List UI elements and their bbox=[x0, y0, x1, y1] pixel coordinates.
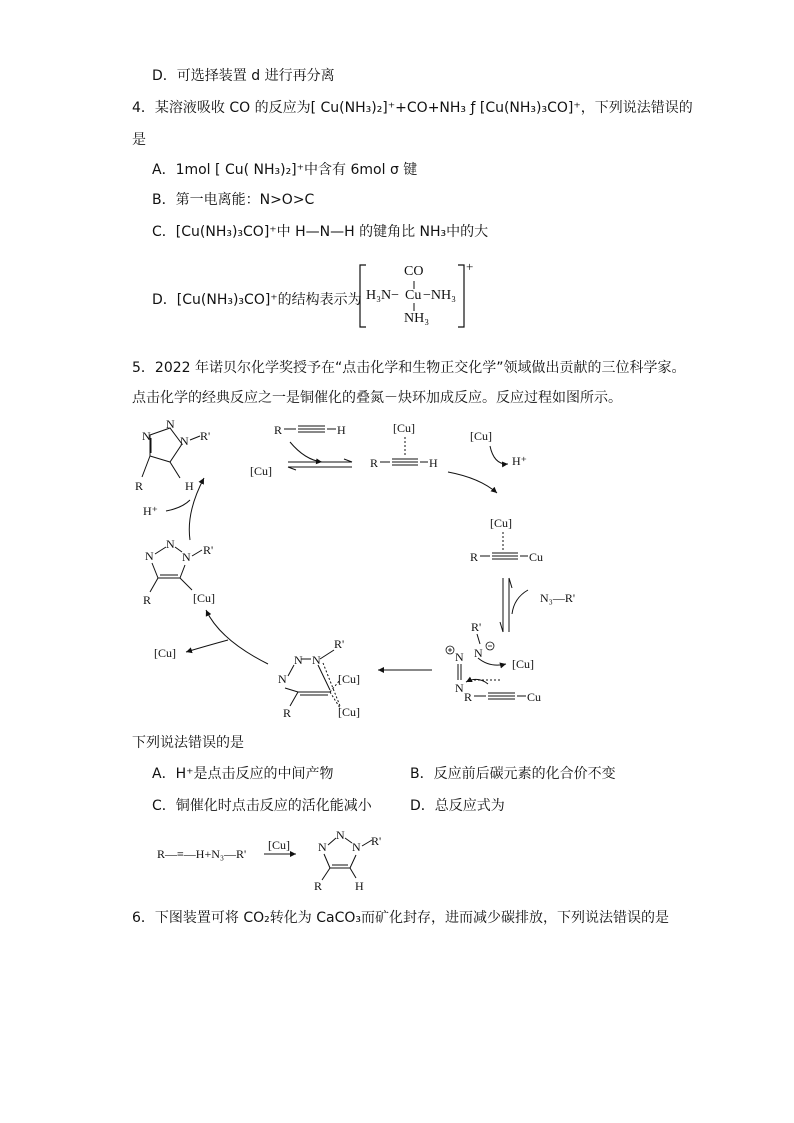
pi-complex bbox=[370, 421, 438, 470]
complex-top-co: CO bbox=[404, 264, 424, 279]
azide-complex-n3: N bbox=[455, 681, 464, 695]
alkyne-h: H bbox=[337, 423, 346, 437]
cutri-n1: N bbox=[145, 549, 154, 563]
copper-triazolide bbox=[143, 537, 215, 607]
overall-n2: N bbox=[336, 828, 345, 842]
azide-complex-cu: Cu bbox=[527, 690, 542, 704]
pi-r: R bbox=[370, 456, 379, 470]
acetylide-r: R bbox=[470, 550, 479, 564]
q4-option-b: B．第一电离能：N>O>C bbox=[152, 192, 315, 208]
alkyne-top bbox=[274, 423, 346, 437]
alkyne-r: R bbox=[274, 423, 283, 437]
dicopper-cu1: [Cu] bbox=[338, 672, 360, 686]
triazole-product bbox=[135, 417, 210, 493]
h-plus-in: H⁺ bbox=[143, 504, 158, 518]
dicopper-n1: N bbox=[278, 672, 287, 686]
azide-complex bbox=[446, 620, 541, 704]
triazole-n1: N bbox=[142, 429, 151, 443]
dicopper-n3: N bbox=[312, 653, 321, 667]
h-plus-out: H⁺ bbox=[512, 454, 527, 468]
complex-right-nh3: −NH₃ bbox=[423, 288, 456, 303]
overall-rprime: R' bbox=[371, 834, 382, 848]
acetylide-cu: Cu bbox=[529, 550, 544, 564]
overall-n3: N bbox=[352, 840, 361, 854]
q5-question: 下列说法错误的是 bbox=[132, 735, 244, 751]
complex-charge: + bbox=[466, 259, 474, 274]
complex-bottom-nh3: NH₃ bbox=[404, 311, 430, 326]
azide-complex-n1: N bbox=[474, 646, 483, 660]
azide-complex-n2: N bbox=[455, 650, 464, 664]
overall-reactants: R—≡—H+N₃—R' bbox=[157, 847, 247, 861]
overall-h: H bbox=[355, 879, 364, 893]
overall-r: R bbox=[314, 879, 323, 893]
q5-option-c: C．铜催化时点击反应的活化能减小 bbox=[152, 798, 372, 814]
azide-complex-cu-out: [Cu] bbox=[512, 657, 534, 671]
pi-h: H bbox=[429, 456, 438, 470]
q4-stem-line2: 是 bbox=[132, 132, 146, 148]
triazole-n3: N bbox=[180, 434, 189, 448]
azide-complex-rprime: R' bbox=[471, 620, 482, 634]
dicopper-intermediate bbox=[278, 637, 360, 720]
q4-option-a: A．1mol [ Cu( NH₃)₂]⁺中含有 6mol σ 键 bbox=[152, 162, 418, 178]
cu-catalyst-label: [Cu] bbox=[250, 464, 272, 478]
complex-left-nh3: H₃N− bbox=[366, 288, 399, 303]
q4-stem-line1: 4．某溶液吸收 CO 的反应为[ Cu(NH₃)₂]⁺+CO+NH₃ ƒ [Cu(NH₃)₃CO]⁺，下列说法错误的 bbox=[132, 100, 693, 116]
cu-in-label: [Cu] bbox=[470, 429, 492, 443]
cutri-rprime: R' bbox=[203, 543, 214, 557]
dicopper-cu2: [Cu] bbox=[338, 705, 360, 719]
q5-option-d: D．总反应式为 bbox=[410, 798, 505, 814]
overall-reaction bbox=[157, 828, 381, 893]
complex-center-cu: Cu bbox=[405, 288, 422, 303]
triazole-n2: N bbox=[166, 417, 175, 431]
triazole-rprime: R' bbox=[200, 429, 211, 443]
q4-option-d: D．[Cu(NH₃)₃CO]⁺的结构表示为 bbox=[152, 292, 362, 308]
pi-cu-label: [Cu] bbox=[393, 421, 415, 435]
dicopper-r: R bbox=[283, 706, 292, 720]
q4-option-c: C．[Cu(NH₃)₃CO]⁺中 H—N—H 的键角比 NH₃中的大 bbox=[152, 224, 489, 240]
azide-label: N₃—R' bbox=[540, 591, 576, 605]
cutri-cu: [Cu] bbox=[193, 591, 215, 605]
acetylide-cu-label: [Cu] bbox=[490, 516, 512, 530]
q5-option-a: A．H⁺是点击反应的中间产物 bbox=[152, 766, 334, 782]
triazole-r: R bbox=[135, 479, 144, 493]
q6-stem: 6．下图装置可将 CO₂转化为 CaCO₃而矿化封存，进而减少碳排放，下列说法错误的是 bbox=[132, 910, 669, 926]
dicopper-rprime: R' bbox=[334, 637, 345, 651]
cutri-n3: N bbox=[182, 550, 191, 564]
triazole-h: H bbox=[185, 479, 194, 493]
overall-catalyst: [Cu] bbox=[268, 838, 290, 852]
q5-stem-line1: 5．2022 年诺贝尔化学奖授予在“点击化学和生物正交化学”领域做出贡献的三位科学家。 bbox=[132, 360, 686, 376]
dicopper-n2: N bbox=[294, 653, 303, 667]
copper-acetylide bbox=[470, 516, 543, 564]
cutri-n2: N bbox=[166, 537, 175, 551]
q3-option-d: D．可选择装置 d 进行再分离 bbox=[152, 68, 335, 84]
q5-option-b: B．反应前后碳元素的化合价不变 bbox=[410, 766, 616, 782]
azide-complex-r: R bbox=[464, 690, 473, 704]
q5-stem-line2: 点击化学的经典反应之一是铜催化的叠氮－炔环加成反应。反应过程如图所示。 bbox=[132, 390, 622, 406]
overall-n1: N bbox=[318, 840, 327, 854]
cutri-r: R bbox=[143, 593, 152, 607]
cu-released-label: [Cu] bbox=[154, 646, 176, 660]
